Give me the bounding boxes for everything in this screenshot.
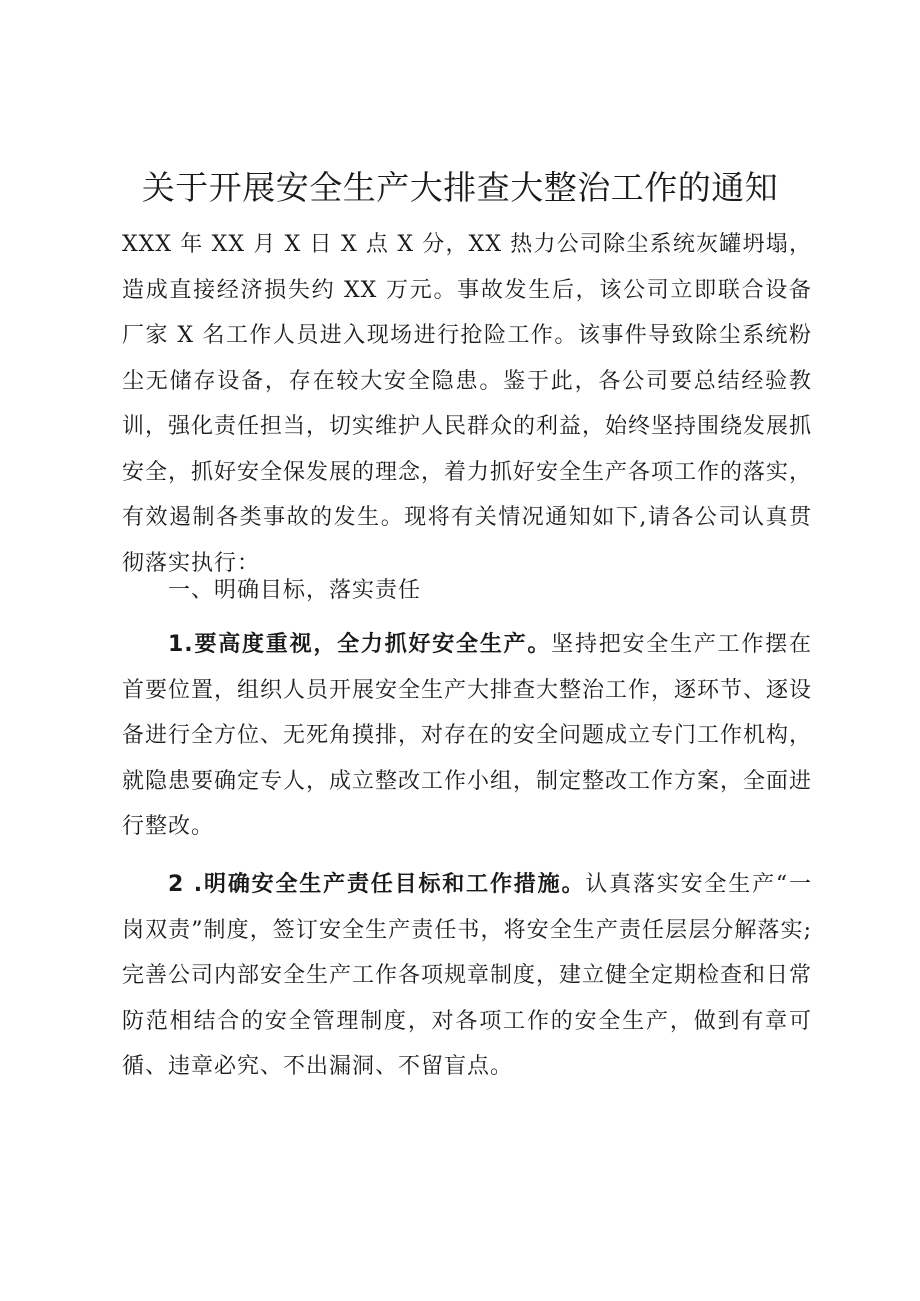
intro-text: XXX 年 XX 月 X 日 X 点 X 分，XX 热力公司除尘系统灰罐坍塌，造成直接经济损失约 XX 万元。事故发生后，该公司立即联合设备厂家 X 名工作人员进入现场进行抢险工作。该事件导致除尘系统粉尘无储存设备，存在较大安全隐患。鉴于此，各公司要总结经验教训，强化责任担当，切实维护人民群众的利益，始终坚持围绕发展抓安全，抓好安全保发展的理念，着力抓好安全生产各项工作的落实，有效遏制各类事故的发生。现将有关情况通知如下,请各公司认真贯彻落实执行： <box>122 232 813 576</box>
intro-paragraph <box>122 222 812 586</box>
item-2-lead: 2 .明确安全生产责任目标和工作措施。 <box>168 872 586 897</box>
item-1-body: 坚持把安全生产工作摆在首要位置，组织人员开展安全生产大排查大整治工作，逐环节、逐设备进行全方位、无死角摸排，对存在的安全问题成立专门工作机构，就隐患要确定专人，成立整改工作小组，制定整改工作方案，全面进行整改。 <box>122 632 813 839</box>
document-title: 关于开展安全生产大排查大整治工作的通知 <box>141 168 779 207</box>
item-1-lead: 1.要高度重视，全力抓好安全生产。 <box>168 632 552 657</box>
item-2-paragraph <box>122 862 812 1090</box>
item-2-body: 认真落实安全生产“一岗双责”制度，签订安全生产责任书，将安全生产责任层层分解落实;完善公司内部安全生产工作各项规章制度，建立健全定期检查和日常防范相结合的安全管理制度，对各项工作的安全生产，做到有章可循、违章必究、不出漏洞、不留盲点。 <box>122 872 813 1079</box>
section-heading-text: 一、明确目标，落实责任 <box>168 578 422 603</box>
section-heading <box>122 568 812 614</box>
item-1-paragraph <box>122 622 812 850</box>
